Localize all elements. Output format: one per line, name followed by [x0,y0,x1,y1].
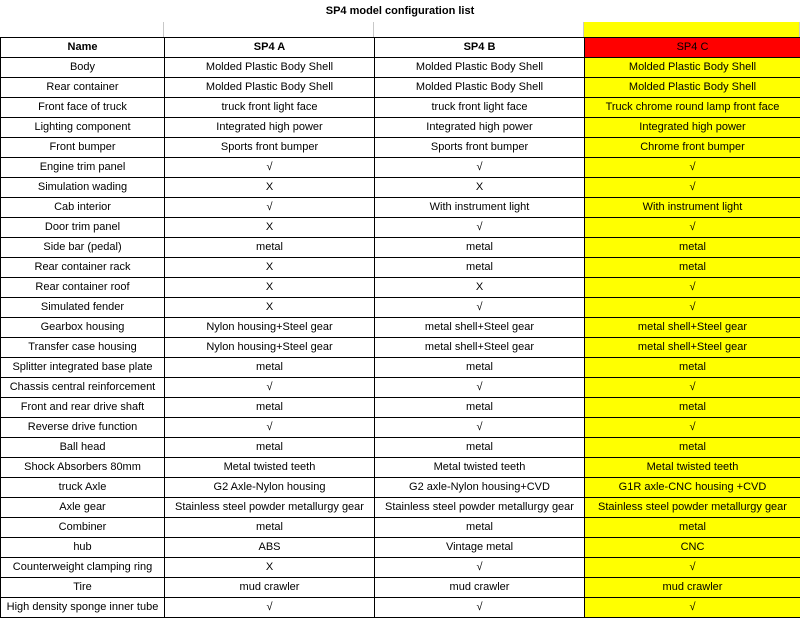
cell-sp4-b[interactable]: Integrated high power [375,118,585,138]
cell-sp4-b[interactable]: metal [375,258,585,278]
cell-sp4-b[interactable]: G2 axle-Nylon housing+CVD [375,478,585,498]
cell-sp4-b[interactable]: metal [375,358,585,378]
cell-sp4-a[interactable]: Molded Plastic Body Shell [165,58,375,78]
table-row [1,418,800,438]
cell-sp4-b[interactable]: truck front light face [375,98,585,118]
cell-sp4-c[interactable]: Molded Plastic Body Shell [585,78,800,98]
cell-name[interactable]: Combiner [1,518,165,538]
cell-name[interactable]: Lighting component [1,118,165,138]
cell-sp4-a[interactable]: Sports front bumper [165,138,375,158]
table-row [1,298,800,318]
cell-sp4-a[interactable]: X [165,558,375,578]
table-row [1,178,800,198]
table-row [1,398,800,418]
table-row [1,478,800,498]
cell-sp4-b[interactable]: With instrument light [375,198,585,218]
cell-sp4-c[interactable]: Truck chrome round lamp front face [585,98,800,118]
blank-cell [374,22,584,37]
table-row [1,358,800,378]
table-row [1,118,800,138]
cell-sp4-a[interactable]: X [165,278,375,298]
cell-sp4-c[interactable]: Metal twisted teeth [585,458,800,478]
cell-sp4-c[interactable]: metal [585,238,800,258]
table-row [1,558,800,578]
cell-sp4-c[interactable]: √ [585,278,800,298]
cell-sp4-b[interactable]: X [375,278,585,298]
cell-name[interactable]: Cab interior [1,198,165,218]
header-name[interactable]: Name [1,38,165,58]
cell-sp4-a[interactable]: Nylon housing+Steel gear [165,338,375,358]
cell-sp4-b[interactable]: metal [375,238,585,258]
cell-name[interactable]: Body [1,58,165,78]
table-row [1,438,800,458]
cell-sp4-b[interactable]: Molded Plastic Body Shell [375,78,585,98]
cell-sp4-b[interactable]: √ [375,378,585,398]
cell-sp4-c[interactable]: metal [585,438,800,458]
cell-name[interactable]: Rear container rack [1,258,165,278]
cell-name[interactable]: Chassis central reinforcement [1,378,165,398]
cell-sp4-b[interactable]: metal [375,518,585,538]
cell-sp4-c[interactable]: metal [585,518,800,538]
cell-sp4-b[interactable]: Sports front bumper [375,138,585,158]
cell-name[interactable]: Reverse drive function [1,418,165,438]
cell-name[interactable]: Counterweight clamping ring [1,558,165,578]
cell-sp4-c[interactable]: Stainless steel powder metallurgy gear [585,498,800,518]
table-row [1,138,800,158]
cell-name[interactable]: Transfer case housing [1,338,165,358]
cell-sp4-b[interactable]: mud crawler [375,578,585,598]
cell-sp4-b[interactable]: √ [375,298,585,318]
config-table-body [1,38,800,618]
blank-cell [584,22,800,37]
cell-sp4-c[interactable]: metal [585,258,800,278]
table-row [1,218,800,238]
blank-cell [164,22,374,37]
cell-sp4-a[interactable]: √ [165,418,375,438]
cell-sp4-a[interactable]: √ [165,598,375,618]
config-table [0,37,800,618]
cell-sp4-c[interactable]: √ [585,418,800,438]
cell-sp4-a[interactable]: √ [165,158,375,178]
cell-name[interactable]: Rear container roof [1,278,165,298]
cell-sp4-a[interactable]: mud crawler [165,578,375,598]
cell-sp4-a[interactable]: Integrated high power [165,118,375,138]
table-row [1,98,800,118]
cell-name[interactable]: Ball head [1,438,165,458]
table-row [1,158,800,178]
cell-sp4-c[interactable]: metal shell+Steel gear [585,338,800,358]
cell-name[interactable]: Simulation wading [1,178,165,198]
cell-sp4-b[interactable]: Molded Plastic Body Shell [375,58,585,78]
table-row [1,198,800,218]
cell-sp4-b[interactable]: Stainless steel powder metallurgy gear [375,498,585,518]
cell-name[interactable]: Simulated fender [1,298,165,318]
cell-sp4-a[interactable]: metal [165,238,375,258]
cell-sp4-a[interactable]: Metal twisted teeth [165,458,375,478]
cell-name[interactable]: Engine trim panel [1,158,165,178]
cell-sp4-b[interactable]: √ [375,158,585,178]
table-row [1,58,800,78]
cell-sp4-b[interactable]: √ [375,418,585,438]
table-row [1,338,800,358]
table-row [1,278,800,298]
blank-spacer-row [0,22,800,37]
table-row [1,318,800,338]
cell-sp4-c[interactable]: √ [585,158,800,178]
cell-sp4-a[interactable]: metal [165,358,375,378]
table-row [1,598,800,618]
table-row [1,458,800,478]
cell-sp4-a[interactable]: metal [165,438,375,458]
cell-sp4-a[interactable]: X [165,298,375,318]
cell-sp4-b[interactable]: metal shell+Steel gear [375,318,585,338]
cell-sp4-a[interactable]: metal [165,518,375,538]
cell-name[interactable]: Shock Absorbers 80mm [1,458,165,478]
cell-sp4-a[interactable]: X [165,178,375,198]
cell-sp4-c[interactable]: G1R axle-CNC housing +CVD [585,478,800,498]
header-sp4-c[interactable]: SP4 C [585,38,800,58]
cell-sp4-b[interactable]: X [375,178,585,198]
cell-sp4-b[interactable]: √ [375,598,585,618]
cell-name[interactable]: Axle gear [1,498,165,518]
cell-name[interactable]: truck Axle [1,478,165,498]
table-row [1,378,800,398]
cell-sp4-a[interactable]: truck front light face [165,98,375,118]
cell-sp4-c[interactable]: Molded Plastic Body Shell [585,58,800,78]
cell-name[interactable]: Front bumper [1,138,165,158]
cell-sp4-b[interactable]: √ [375,218,585,238]
cell-sp4-b[interactable]: Metal twisted teeth [375,458,585,478]
cell-sp4-b[interactable]: metal [375,398,585,418]
cell-sp4-c[interactable]: √ [585,598,800,618]
cell-name[interactable]: High density sponge inner tube [1,598,165,618]
table-row [1,538,800,558]
table-row [1,518,800,538]
cell-name[interactable]: Front and rear drive shaft [1,398,165,418]
cell-sp4-a[interactable]: G2 Axle-Nylon housing [165,478,375,498]
blank-cell [0,22,164,37]
cell-name[interactable]: Side bar (pedal) [1,238,165,258]
header-sp4-b[interactable]: SP4 B [375,38,585,58]
cell-sp4-a[interactable]: Nylon housing+Steel gear [165,318,375,338]
cell-name[interactable]: Tire [1,578,165,598]
cell-name[interactable]: Splitter integrated base plate [1,358,165,378]
cell-sp4-c[interactable]: √ [585,218,800,238]
cell-sp4-a[interactable]: X [165,258,375,278]
cell-sp4-a[interactable]: √ [165,198,375,218]
cell-name[interactable]: Front face of truck [1,98,165,118]
cell-name[interactable]: hub [1,538,165,558]
table-row [1,498,800,518]
cell-sp4-b[interactable]: metal [375,438,585,458]
header-sp4-a[interactable]: SP4 A [165,38,375,58]
table-row [1,238,800,258]
cell-sp4-a[interactable]: ABS [165,538,375,558]
cell-sp4-c[interactable]: CNC [585,538,800,558]
header-row [1,38,800,58]
cell-sp4-c[interactable]: metal [585,358,800,378]
cell-sp4-a[interactable]: X [165,218,375,238]
cell-sp4-c[interactable]: mud crawler [585,578,800,598]
cell-sp4-b[interactable]: metal shell+Steel gear [375,338,585,358]
cell-sp4-c[interactable]: With instrument light [585,198,800,218]
cell-sp4-c[interactable]: √ [585,378,800,398]
table-row [1,78,800,98]
cell-sp4-c[interactable]: metal shell+Steel gear [585,318,800,338]
table-row [1,258,800,278]
cell-name[interactable]: Door trim panel [1,218,165,238]
cell-sp4-b[interactable]: Vintage metal [375,538,585,558]
cell-sp4-a[interactable]: Stainless steel powder metallurgy gear [165,498,375,518]
cell-sp4-b[interactable]: √ [375,558,585,578]
cell-sp4-a[interactable]: metal [165,398,375,418]
cell-sp4-c[interactable]: metal [585,398,800,418]
table-row [1,578,800,598]
cell-sp4-c[interactable]: Chrome front bumper [585,138,800,158]
cell-sp4-a[interactable]: Molded Plastic Body Shell [165,78,375,98]
cell-sp4-c[interactable]: √ [585,178,800,198]
cell-sp4-c[interactable]: √ [585,298,800,318]
cell-sp4-c[interactable]: √ [585,558,800,578]
cell-sp4-a[interactable]: √ [165,378,375,398]
cell-name[interactable]: Gearbox housing [1,318,165,338]
cell-name[interactable]: Rear container [1,78,165,98]
cell-sp4-c[interactable]: Integrated high power [585,118,800,138]
sheet-title: SP4 model configuration list [325,5,475,17]
